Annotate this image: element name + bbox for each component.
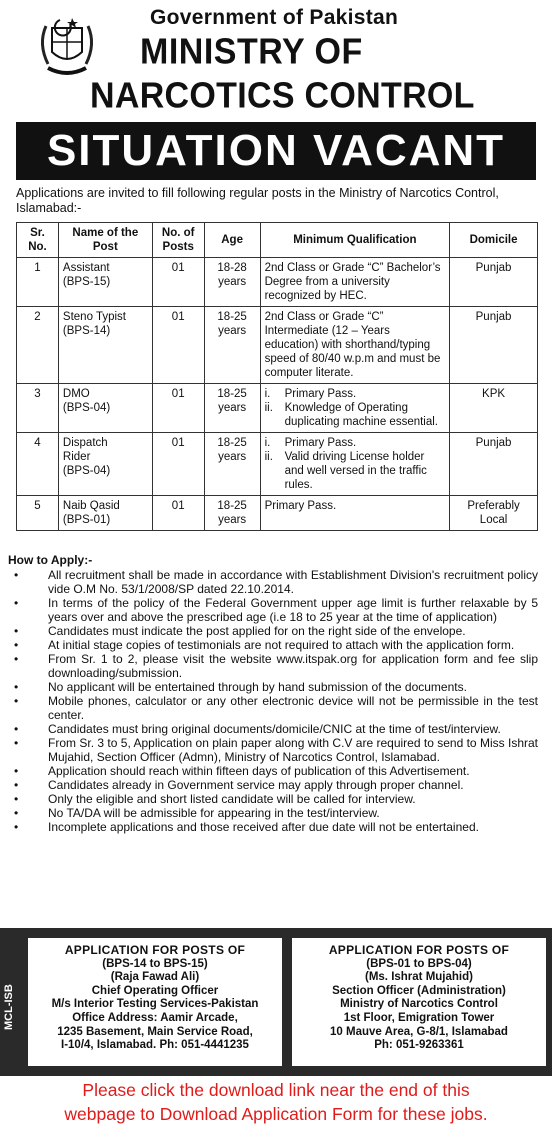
- footer-line: (Ms. Ishrat Mujahid): [365, 971, 473, 984]
- table-row: [17, 384, 538, 433]
- bullet-icon: •: [14, 638, 19, 652]
- post-line: (BPS-15): [62, 276, 111, 288]
- footer-line: 1235 Basement, Main Service Road,: [57, 1025, 253, 1038]
- cell-age: [204, 384, 260, 433]
- list-item: [8, 694, 538, 722]
- how-to-apply: [8, 553, 538, 834]
- how-to-apply-text: At initial stage copies of testimonials are not required to attach with the application form.: [48, 638, 515, 652]
- list-item: [8, 778, 538, 792]
- qualification-number: ii.: [264, 451, 273, 463]
- list-item: [8, 568, 538, 596]
- post-line: Naib Qasid: [62, 500, 120, 512]
- list-item: [8, 820, 538, 834]
- cell-qualification: [260, 307, 450, 384]
- how-to-apply-text: No TA/DA will be admissible for appearing in the test/interview.: [48, 806, 380, 820]
- how-to-apply-text: Only the eligible and short listed candidate will be called for interview.: [48, 792, 416, 806]
- age-line: 18-28: [217, 262, 247, 274]
- download-notice: [0, 1078, 552, 1126]
- notice-line: Please click the download link near the end of this: [82, 1080, 470, 1100]
- how-to-apply-text: Incomplete applications and those received after due date will not be entertained.: [48, 820, 479, 834]
- footer-line: Office Address: Aamir Arcade,: [72, 1011, 238, 1024]
- post-line: (BPS-14): [62, 325, 111, 337]
- cell-posts: 01: [152, 496, 204, 531]
- cell-age: [204, 307, 260, 384]
- how-to-apply-title: How to Apply:-: [8, 553, 93, 567]
- qualification-number: ii.: [264, 402, 273, 414]
- list-item: [8, 764, 538, 778]
- age-line: years: [218, 514, 247, 526]
- col-header-post: Name of the Post: [58, 223, 152, 258]
- table-row: [17, 433, 538, 496]
- cell-qualification: [260, 433, 450, 496]
- age-line: 18-25: [217, 388, 247, 400]
- cell-domicile: KPK: [450, 384, 538, 433]
- table-row: [17, 307, 538, 384]
- list-item: [8, 736, 538, 764]
- ministry-title-line1: MINISTRY OF: [140, 32, 363, 72]
- ministry-title-line2: NARCOTICS CONTROL: [90, 76, 475, 116]
- cell-domicile: Punjab: [450, 433, 538, 496]
- qualification-item-text: Knowledge of Operating duplicating machine essential.: [284, 402, 439, 428]
- cell-sr: 4: [17, 433, 59, 496]
- qualification-item: [265, 436, 446, 450]
- ad-header: [0, 0, 552, 120]
- age-line: 18-25: [217, 437, 247, 449]
- pakistan-state-emblem-icon: [36, 14, 98, 80]
- cell-post: [58, 384, 152, 433]
- how-to-apply-text: Candidates must indicate the post applied for on the right side of the envelope.: [48, 624, 466, 638]
- cell-qualification: [260, 496, 450, 531]
- qualification-item: [265, 387, 446, 401]
- bullet-icon: •: [14, 624, 19, 638]
- cell-sr: 5: [17, 496, 59, 531]
- footer-line: 1st Floor, Emigration Tower: [343, 1011, 495, 1024]
- how-to-apply-text: No applicant will be entertained through by hand submission of the documents.: [48, 680, 467, 694]
- footer-address-left: [28, 938, 282, 1066]
- bullet-icon: •: [14, 736, 19, 750]
- table-row: [17, 258, 538, 307]
- qualification-number: i.: [264, 437, 271, 449]
- footer-line: Chief Operating Officer: [91, 984, 219, 997]
- footer-line: APPLICATION FOR POSTS OF: [64, 943, 246, 957]
- cell-post: [58, 433, 152, 496]
- post-line: Rider: [62, 451, 91, 463]
- bullet-icon: •: [14, 792, 19, 806]
- post-line: DMO: [62, 388, 90, 400]
- post-line: (BPS-04): [62, 465, 111, 477]
- post-line: Steno Typist: [62, 311, 126, 323]
- footer-line: (Raja Fawad Ali): [110, 971, 200, 984]
- cell-qualification: [260, 384, 450, 433]
- vacancy-rows: [17, 258, 538, 531]
- cell-domicile: Punjab: [450, 307, 538, 384]
- list-item: [8, 680, 538, 694]
- bullet-icon: •: [14, 820, 19, 834]
- qualification-item: [265, 450, 446, 492]
- post-line: Assistant: [62, 262, 110, 274]
- footer-line: Section Officer (Administration): [332, 984, 506, 997]
- col-header-qualification: Minimum Qualification: [260, 223, 450, 258]
- footer-line: 10 Mauve Area, G-8/1, Islamabad: [330, 1025, 508, 1038]
- cell-posts: 01: [152, 258, 204, 307]
- government-title: Government of Pakistan: [150, 6, 399, 29]
- footer-line: Ministry of Narcotics Control: [340, 998, 498, 1011]
- qualification-number: i.: [264, 388, 271, 400]
- cell-posts: 01: [152, 433, 204, 496]
- how-to-apply-list: [8, 568, 538, 834]
- age-line: years: [218, 402, 247, 414]
- bullet-icon: •: [14, 764, 19, 778]
- situation-vacant-banner: SITUATION VACANT: [16, 122, 536, 180]
- qualification-item: [265, 401, 446, 429]
- qualification-item-text: Primary Pass.: [284, 437, 357, 449]
- side-code-right: PID(I)2551/17: [535, 948, 547, 1017]
- list-item: [8, 792, 538, 806]
- how-to-apply-text: All recruitment shall be made in accordance with Establishment Division's recruitment policy vide O.M No. 53/1/2008/SP dated 22.10.2014.: [48, 568, 538, 596]
- footer-line: (BPS-01 to BPS-04): [366, 957, 472, 970]
- age-line: years: [218, 325, 247, 337]
- col-header-domicile: Domicile: [450, 223, 538, 258]
- footer-line: I-10/4, Islamabad. Ph: 051-4441235: [61, 1039, 249, 1052]
- table-row: [17, 496, 538, 531]
- notice-line: webpage to Download Application Form for these jobs.: [64, 1104, 488, 1124]
- list-item: [8, 596, 538, 624]
- list-item: [8, 624, 538, 638]
- qualification-text: 2nd Class or Grade “C” Intermediate (12 – Years education) with shorthand/typing speed of 80/40 w.p.m and must be computer literate.: [264, 311, 441, 379]
- cell-post: [58, 496, 152, 531]
- bullet-icon: •: [14, 722, 19, 736]
- intro-text: Applications are invited to fill following regular posts in the Ministry of Narcotics Control, Islamabad:-: [16, 186, 499, 215]
- list-item: [8, 806, 538, 820]
- application-footer: [0, 928, 552, 1076]
- bullet-icon: •: [14, 568, 19, 582]
- cell-post: [58, 307, 152, 384]
- how-to-apply-text: From Sr. 1 to 2, please visit the website www.itspak.org for application form and fee slip downloading/submission.: [48, 652, 538, 680]
- bullet-icon: •: [14, 596, 19, 610]
- footer-address-right: [292, 938, 546, 1066]
- cell-sr: 2: [17, 307, 59, 384]
- post-line: (BPS-01): [62, 514, 111, 526]
- post-line: Dispatch: [62, 437, 108, 449]
- qualification-text: Primary Pass.: [264, 500, 337, 512]
- qualification-item-text: Primary Pass.: [284, 388, 357, 400]
- col-header-age: Age: [204, 223, 260, 258]
- footer-line: APPLICATION FOR POSTS OF: [328, 943, 510, 957]
- how-to-apply-text: Mobile phones, calculator or any other electronic device will not be permissible in the test center.: [48, 694, 538, 722]
- footer-line: M/s Interior Testing Services-Pakistan: [51, 998, 259, 1011]
- age-line: years: [218, 451, 247, 463]
- cell-posts: 01: [152, 384, 204, 433]
- bullet-icon: •: [14, 652, 19, 666]
- vacancy-table: [16, 222, 538, 531]
- table-header-row: [17, 223, 538, 258]
- cell-age: [204, 433, 260, 496]
- cell-sr: 1: [17, 258, 59, 307]
- cell-age: [204, 258, 260, 307]
- col-header-posts: No. of Posts: [152, 223, 204, 258]
- qualification-text: 2nd Class or Grade “C” Bachelor’s Degree from a university recognized by HEC.: [264, 262, 441, 302]
- cell-sr: 3: [17, 384, 59, 433]
- cell-qualification: [260, 258, 450, 307]
- qualification-list: [265, 387, 446, 429]
- qualification-item-text: Valid driving License holder and well versed in the traffic rules.: [284, 451, 427, 491]
- side-code-left: MCL-ISB: [3, 984, 15, 1030]
- footer-line: (BPS-14 to BPS-15): [102, 957, 208, 970]
- footer-line: Ph: 051-9263361: [374, 1039, 464, 1052]
- how-to-apply-text: Application should reach within fifteen days of publication of this Advertisement.: [48, 764, 470, 778]
- bullet-icon: •: [14, 778, 19, 792]
- bullet-icon: •: [14, 680, 19, 694]
- post-line: (BPS-04): [62, 402, 111, 414]
- age-line: 18-25: [217, 311, 247, 323]
- list-item: [8, 652, 538, 680]
- how-to-apply-text: From Sr. 3 to 5, Application on plain paper along with C.V are required to send to Miss Ishrat Mujahid, Section Officer (Admn), Ministry of Narcotics Control, Islamabad.: [48, 736, 538, 764]
- how-to-apply-text: Candidates already in Government service may apply through proper channel.: [48, 778, 464, 792]
- how-to-apply-text: In terms of the policy of the Federal Government upper age limit is further relaxable by 5 years over and above the prescribed age (i.e 18 to 25 year at the time of application): [48, 596, 538, 624]
- cell-posts: 01: [152, 307, 204, 384]
- qualification-list: [265, 436, 446, 492]
- bullet-icon: •: [14, 694, 19, 708]
- col-header-sr: Sr. No.: [17, 223, 59, 258]
- list-item: [8, 638, 538, 652]
- how-to-apply-text: Candidates must bring original documents/domicile/CNIC at the time of test/interview.: [48, 722, 501, 736]
- cell-post: [58, 258, 152, 307]
- cell-domicile: Preferably Local: [450, 496, 538, 531]
- age-line: 18-25: [217, 500, 247, 512]
- cell-domicile: Punjab: [450, 258, 538, 307]
- cell-age: [204, 496, 260, 531]
- bullet-icon: •: [14, 806, 19, 820]
- list-item: [8, 722, 538, 736]
- age-line: years: [218, 276, 247, 288]
